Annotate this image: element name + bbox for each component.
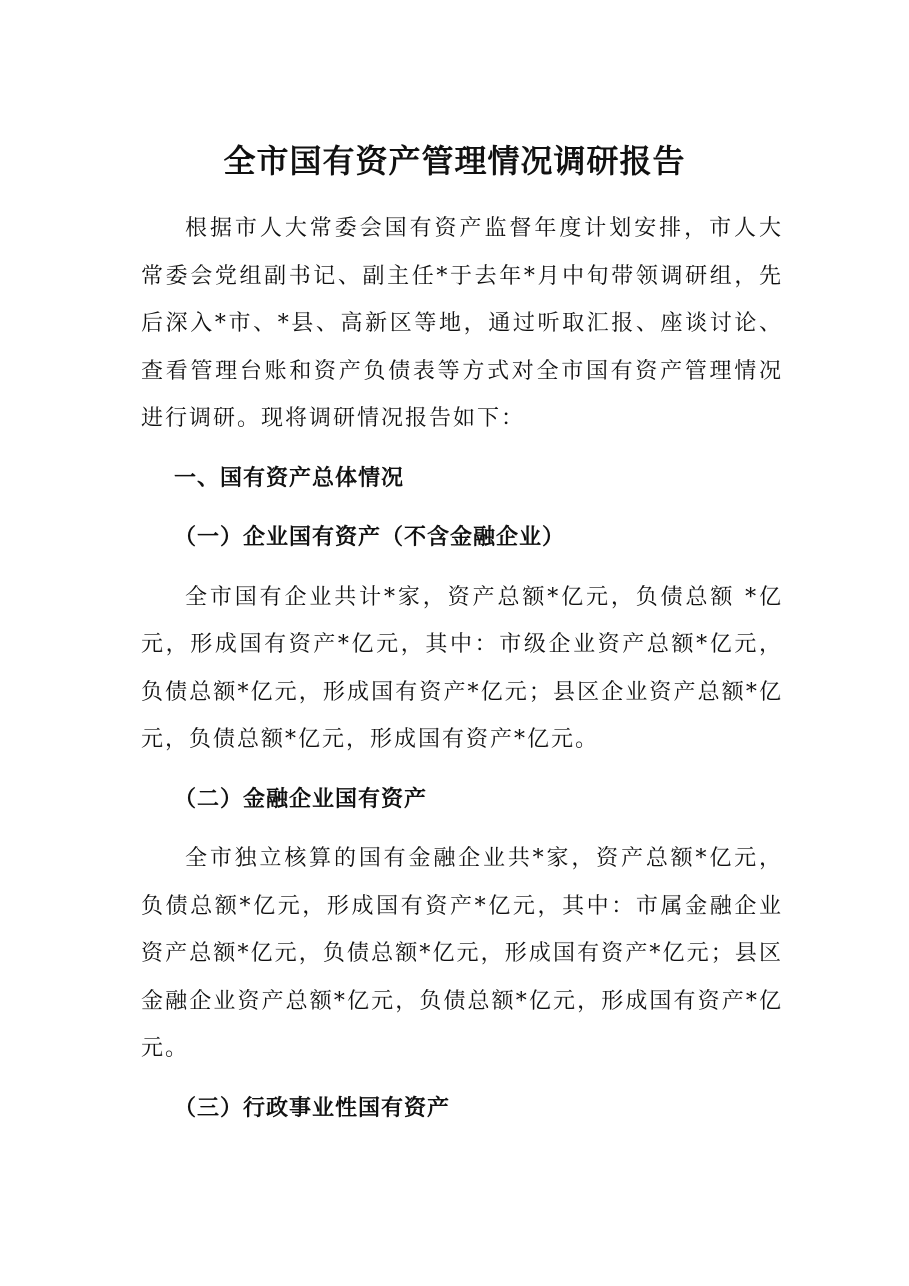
- financial-assets-paragraph: 全市独立核算的国有金融企业共*家，资产总额*亿元，负债总额*亿元，形成国有资产*亿元，其中：市属金融企业资产总额*亿元，负债总额*亿元，形成国有资产*亿元；县区金融企业资产总额*亿元，负债总额*亿元，形成国有资产*亿元。: [141, 846, 783, 1061]
- spacer: [141, 1073, 783, 1085]
- intro-paragraph: 根据市人大常委会国有资产监督年度计划安排，市人大常委会党组副书记、副主任*于去年*月中旬带领调研组，先后深入*市、*县、高新区等地，通过听取汇报、座谈讨论、查看管理台账和资产负债表等方式对全市国有资产管理情况进行调研。现将调研情况报告如下：: [141, 216, 783, 431]
- document-body: [141, 205, 783, 1132]
- subsection-heading-administrative: （三）行政事业性国有资产: [174, 1094, 451, 1121]
- spacer: [141, 764, 783, 776]
- spacer: [141, 443, 783, 455]
- subsection-heading-enterprise: （一）企业国有资产（不含金融企业）: [174, 524, 566, 550]
- section-heading-overall: 一、国有资产总体情况: [174, 464, 405, 491]
- spacer: [141, 502, 783, 514]
- subsection-heading-financial: （二）金融企业国有资产: [174, 785, 428, 812]
- document-title: 全市国有资产管理情况调研报告: [223, 142, 686, 180]
- enterprise-assets-paragraph: 全市国有企业共计*家，资产总额*亿元，负债总额 *亿元，形成国有资产*亿元，其中：市级企业资产总额*亿元，负债总额*亿元，形成国有资产*亿元；县区企业资产总额*亿元，负债总额*亿元，形成国有资产*亿元。: [141, 584, 783, 752]
- spacer: [141, 562, 783, 574]
- spacer: [141, 823, 783, 835]
